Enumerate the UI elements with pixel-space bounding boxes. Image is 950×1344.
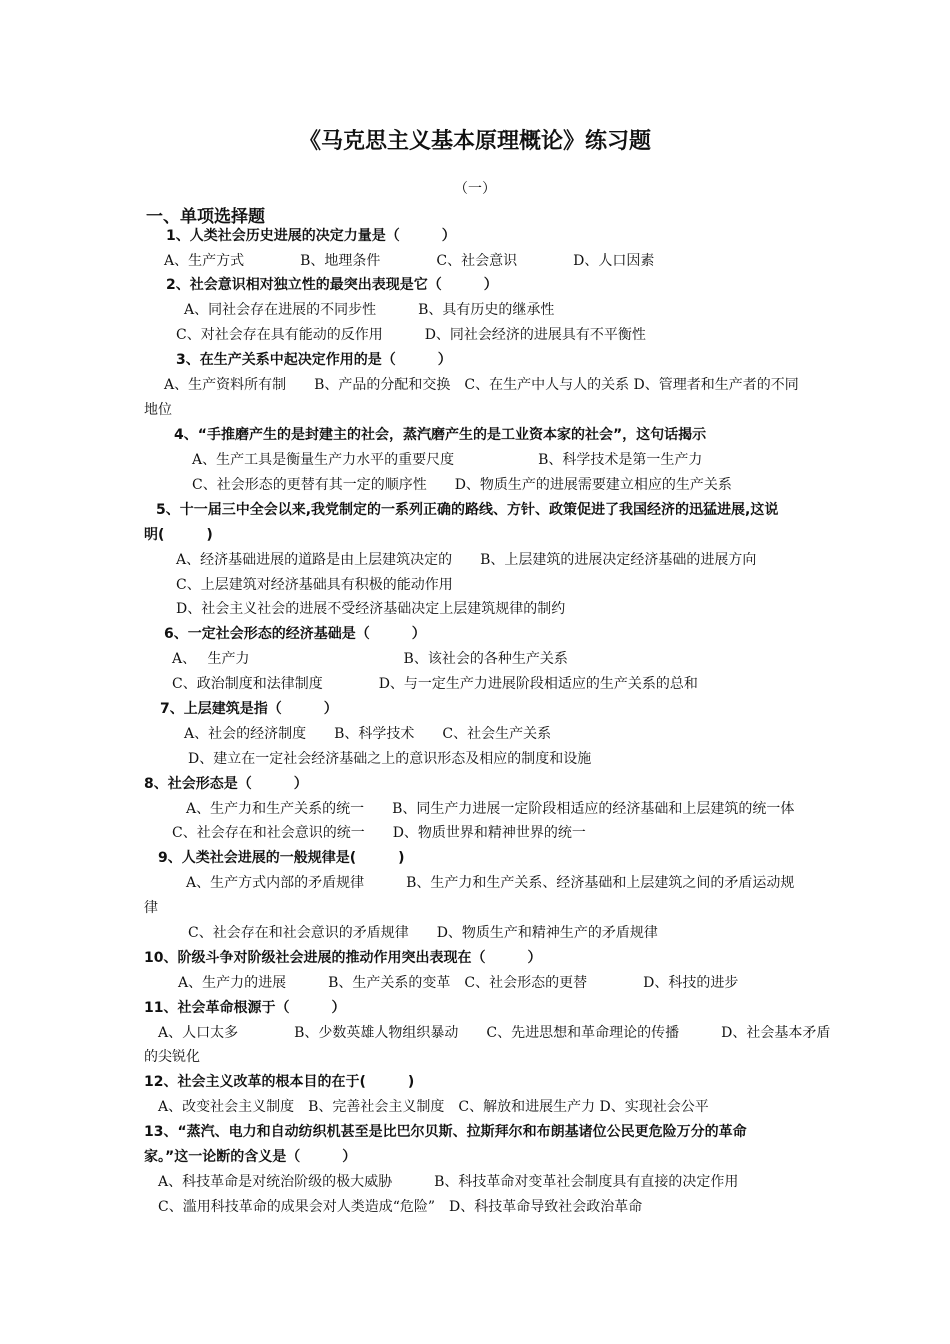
question-10: 10、阶级斗争对阶级社会进展的推动作用突出表现在（ ） [144, 950, 542, 966]
q7-option-d: D、建立在一定社会经济基础之上的意识形态及相应的制度和设施 [188, 751, 592, 767]
question-5: 5、十一届三中全会以来,我党制定的一系列正确的路线、方针、政策促进了我国经济的迅猛进展,这说 [156, 502, 779, 518]
question-6: 6、一定社会形态的经济基础是（ ） [164, 626, 426, 642]
section-heading: 一、单项选择题 [146, 207, 265, 227]
q2-options-cd: C、对社会存在具有能动的反作用 D、同社会经济的进展具有不平衡性 [176, 327, 646, 343]
question-3: 3、在生产关系中起决定作用的是（ ） [176, 352, 452, 368]
q12-options: A、改变社会主义制度 B、完善社会主义制度 C、解放和进展生产力 D、实现社会公平 [158, 1099, 709, 1115]
q6-options-ab: A、 生产力 B、该社会的各种生产关系 [172, 651, 568, 667]
q9-options-ab: A、生产方式内部的矛盾规律 B、生产力和生产关系、经济基础和上层建筑之间的矛盾运动规 [186, 875, 795, 891]
q10-options: A、生产力的进展 B、生产关系的变革 C、社会形态的更替 D、科技的进步 [178, 975, 739, 991]
question-4: 4、“手推磨产生的是封建主的社会，蒸汽磨产生的是工业资本家的社会”，这句话揭示 [174, 427, 707, 443]
q11-options: A、人口太多 B、少数英雄人物组织暴动 C、先进思想和革命理论的传播 D、社会基本矛盾 [158, 1025, 831, 1041]
q13-options-cd: C、滥用科技革命的成果会对人类造成“危险” D、科技革命导致社会政治革命 [158, 1199, 643, 1215]
q7-options-abc: A、社会的经济制度 B、科学技术 C、社会生产关系 [184, 726, 552, 742]
question-11: 11、社会革命根源于（ ） [144, 1000, 346, 1016]
question-1: 1、人类社会历史进展的决定力量是（ ） [166, 228, 456, 244]
question-13-cont: 家。”这一论断的含义是（ ） [144, 1149, 357, 1165]
q8-options-cd: C、社会存在和社会意识的统一 D、物质世界和精神世界的统一 [172, 825, 586, 841]
q8-options-ab: A、生产力和生产关系的统一 B、同生产力进展一定阶段相适应的经济基础和上层建筑的统一体 [186, 801, 795, 817]
q5-option-d: D、社会主义社会的进展不受经济基础决定上层建筑规律的制约 [176, 601, 566, 617]
q3-options-cont: 地位 [144, 402, 172, 418]
question-8: 8、社会形态是（ ） [144, 776, 308, 792]
q9-options-cd: C、社会存在和社会意识的矛盾规律 D、物质生产和精神生产的矛盾规律 [188, 925, 658, 941]
q13-options-ab: A、科技革命是对统治阶级的极大威胁 B、科技革命对变革社会制度具有直接的决定作用 [158, 1174, 739, 1190]
q5-option-c: C、上层建筑对经济基础具有积极的能动作用 [176, 577, 453, 593]
question-13: 13、“蒸汽、电力和自动纺织机甚至是比巴尔贝斯、拉斯拜尔和布朗基诸位公民更危险万分的革命 [144, 1124, 747, 1140]
question-12: 12、社会主义改革的根本目的在于( ) [144, 1074, 415, 1090]
q1-options: A、生产方式 B、地理条件 C、社会意识 D、人口因素 [164, 253, 655, 269]
document-title: 《马克思主义基本原理概论》练习题 [298, 129, 651, 154]
q5-options-ab: A、经济基础进展的道路是由上层建筑决定的 B、上层建筑的进展决定经济基础的进展方向 [176, 552, 757, 568]
q11-options-cont: 的尖锐化 [144, 1049, 200, 1065]
q4-options-cd: C、社会形态的更替有其一定的顺序性 D、物质生产的进展需要建立相应的生产关系 [192, 477, 732, 493]
document-subtitle: （一） [454, 181, 496, 197]
question-9: 9、人类社会进展的一般规律是( ) [158, 850, 405, 866]
question-2: 2、社会意识相对独立性的最突出表现是它（ ） [166, 277, 498, 293]
q6-options-cd: C、政治制度和法律制度 D、与一定生产力进展阶段相适应的生产关系的总和 [172, 676, 698, 692]
q4-options-ab: A、生产工具是衡量生产力水平的重要尺度 B、科学技术是第一生产力 [192, 452, 703, 468]
q2-options-ab: A、同社会存在进展的不同步性 B、具有历史的继承性 [184, 302, 555, 318]
q3-options: A、生产资料所有制 B、产品的分配和交换 C、在生产中人与人的关系 D、管理者和生产者的不同 [164, 377, 799, 393]
q9-options-ab-cont: 律 [144, 900, 158, 916]
question-7: 7、上层建筑是指（ ） [160, 701, 338, 717]
question-5-cont: 明( ) [144, 527, 213, 543]
